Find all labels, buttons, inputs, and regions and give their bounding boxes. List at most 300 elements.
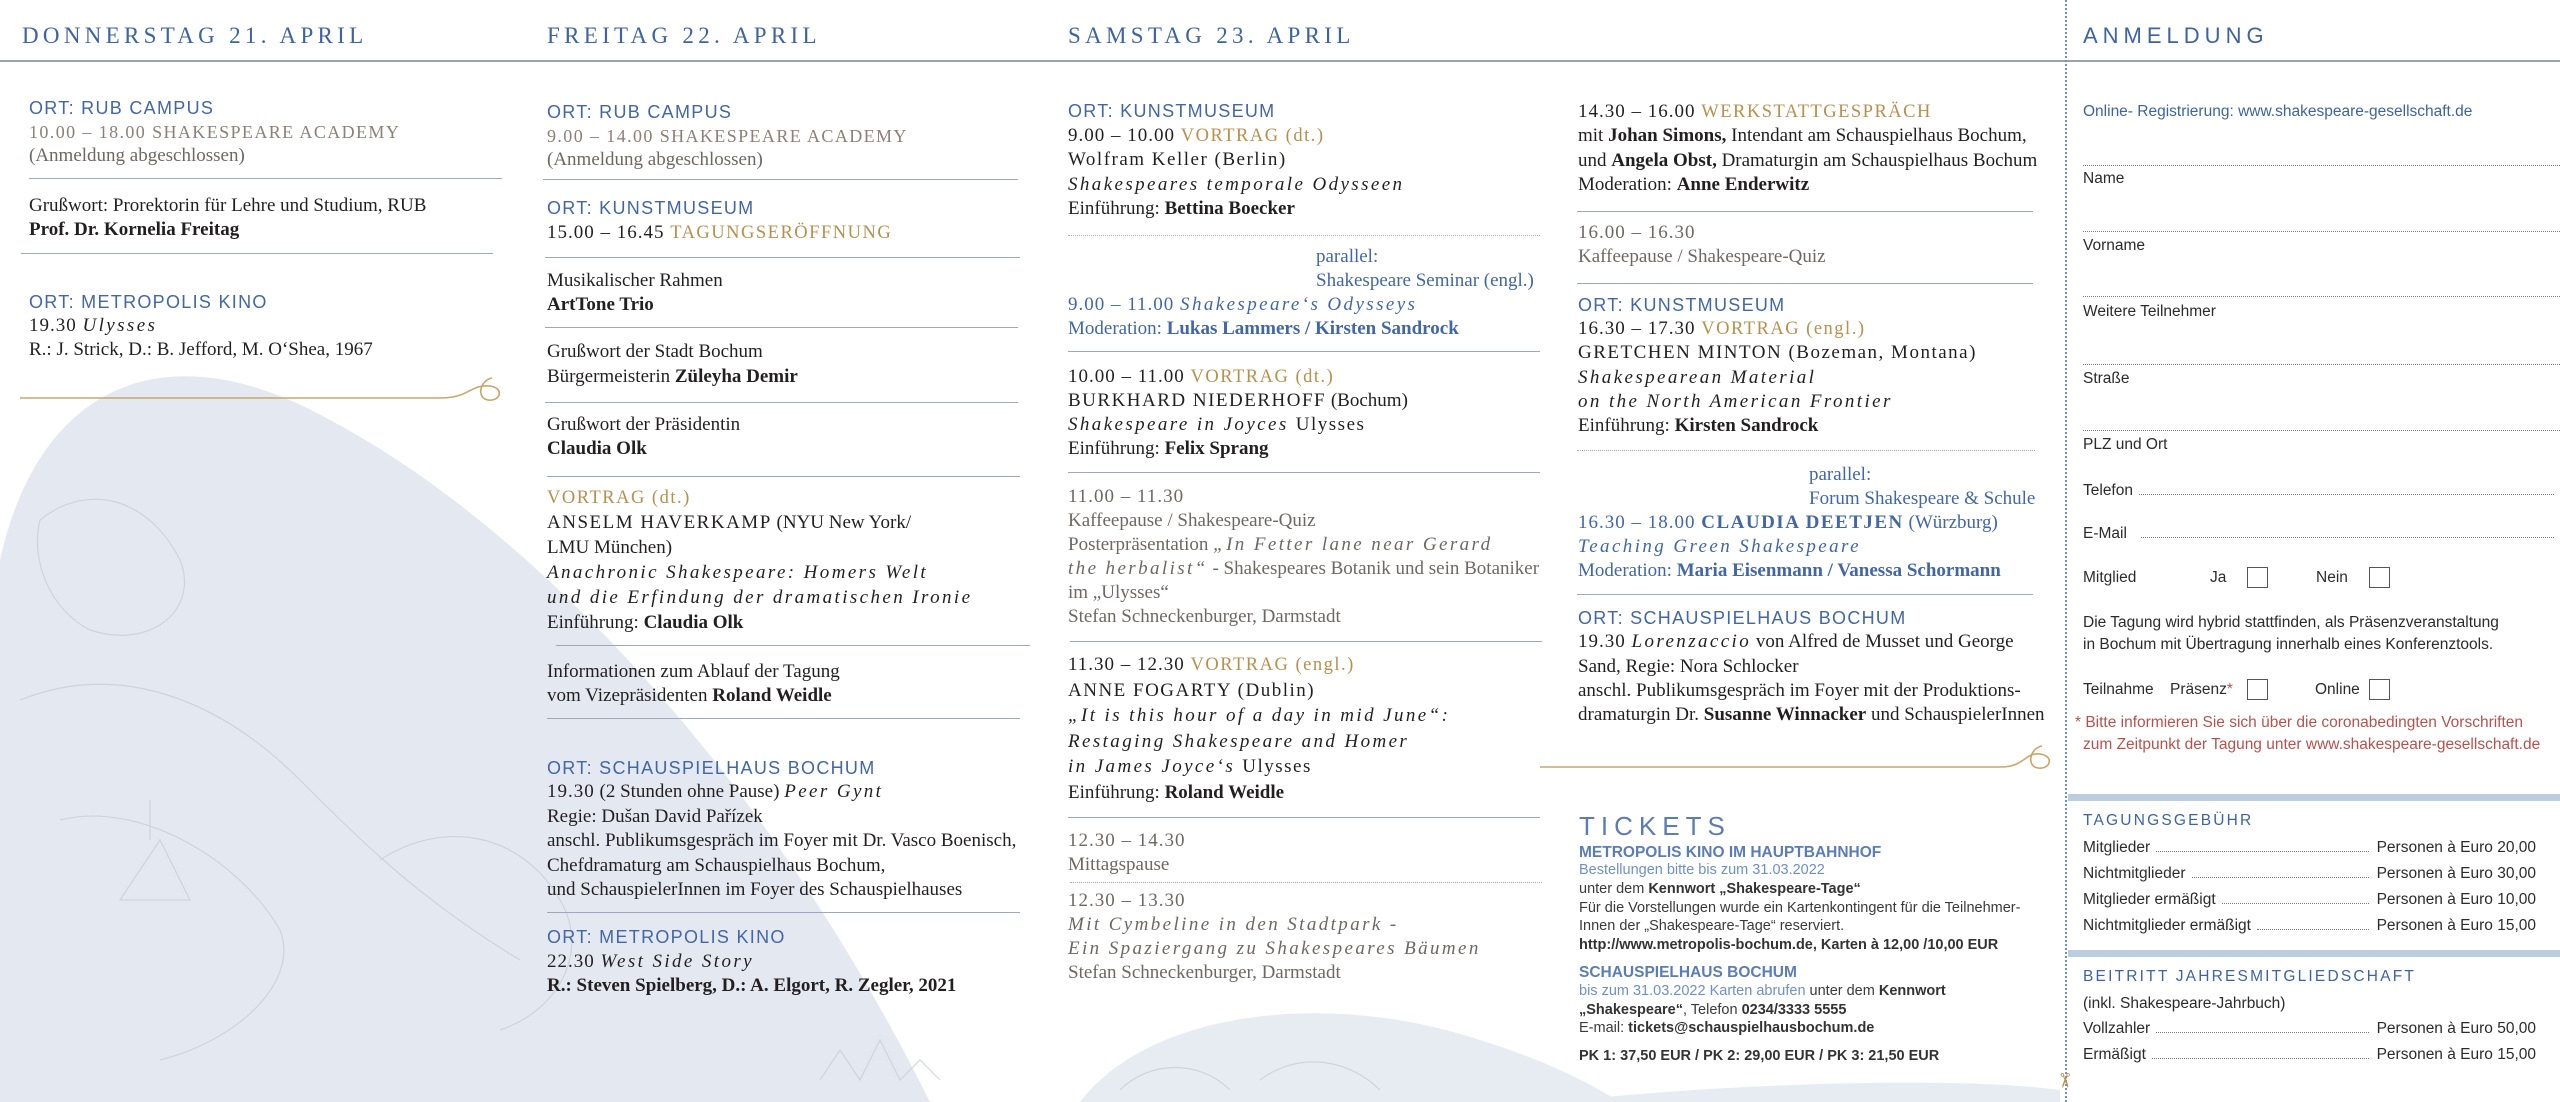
text-line <box>29 290 268 315</box>
item-divider <box>543 179 1018 180</box>
text-segment: Grußwort der Präsidentin <box>547 414 741 435</box>
header-divider <box>0 60 2560 62</box>
telefon-field[interactable] <box>2083 482 2560 500</box>
text-segment-gr: - Shakespeares Botanik und sein Botaniker <box>1207 558 1540 579</box>
item-divider <box>1577 283 2033 284</box>
text-segment-blb: Maria Eisenmann / Vanessa Schormann <box>1676 560 2001 581</box>
text-segment-bl: Moderation: <box>1578 560 1677 581</box>
text-segment-g: VORTRAG (engl.) <box>1190 655 1355 675</box>
fees-title: TAGUNGSGEBÜHR <box>2083 812 2254 829</box>
text-line <box>1068 317 1459 341</box>
text-segment-gc: 10.00 – 18.00 SHAKESPEARE ACADEMY <box>29 122 401 142</box>
text-segment-b: Angela Obst, <box>1611 149 1717 171</box>
text-segment-b: Roland Weidle <box>1164 781 1285 803</box>
text-segment: (Bochum) <box>1326 390 1408 411</box>
participation-online-label: Online <box>2315 681 2360 698</box>
text-line <box>1578 511 1998 535</box>
text-line <box>547 829 1016 853</box>
text-line <box>1316 269 1534 293</box>
text-line <box>547 974 956 998</box>
text-segment-b: Bettina Boecker <box>1164 198 1295 219</box>
text-segment-c: ANNE FOGARTY (Dublin) <box>1068 679 1316 701</box>
text-line <box>1068 781 1284 805</box>
field-line <box>2083 364 2560 365</box>
text-segment-ort: ORT: METROPOLIS KINO <box>29 292 268 312</box>
dotted-divider <box>1577 450 2035 451</box>
fee-price: Personen à Euro 30,00 <box>2376 865 2536 882</box>
text-line <box>1578 173 1809 197</box>
participation-label: Teilnahme <box>2083 681 2154 698</box>
text-segment: Grußwort der Stadt Bochum <box>547 341 763 362</box>
text-line <box>1579 843 1881 863</box>
text-segment-i: Shakespeare in Joyces <box>1068 414 1296 435</box>
text-segment-ort: ORT: KUNSTMUSEUM <box>1068 101 1276 121</box>
email-label: E-Mail <box>2083 525 2127 542</box>
text-segment-t: 19.30 <box>1578 631 1632 653</box>
text-segment-g: WERKSTATTGESPRÄCH <box>1701 102 1932 122</box>
text-segment-ort: ORT: METROPOLIS KINO <box>547 927 786 947</box>
membership-subtitle: (inkl. Shakespeare-Jahrbuch) <box>2083 995 2286 1012</box>
day-header-saturday: SAMSTAG 23. APRIL <box>1068 23 1355 48</box>
email-field[interactable] <box>2083 525 2560 543</box>
text-segment: (2 Stunden ohne Pause) <box>594 781 785 803</box>
text-segment-i: Anachronic Shakespeare: Homers Welt <box>547 562 929 583</box>
text-segment-gri: „In Fetter lane near Gerard <box>1213 534 1493 555</box>
item-divider <box>547 718 1020 719</box>
text-segment: Einführung: <box>1068 198 1165 219</box>
presence-text: Präsenz <box>2170 681 2227 698</box>
text-segment-gr: (Anmeldung abgeschlossen) <box>29 145 245 166</box>
text-line <box>1578 390 1893 414</box>
text-line <box>547 586 972 610</box>
text-line <box>547 511 911 535</box>
text-line <box>1068 148 1287 172</box>
text-segment-i: in James Joyce‘s <box>1068 756 1243 777</box>
fees-row[interactable] <box>2083 917 2536 935</box>
weitere-teilnehmer-field[interactable]: Weitere Teilnehmer <box>2083 303 2216 320</box>
text-line <box>1809 487 2035 511</box>
text-line <box>547 805 763 829</box>
item-divider <box>1068 472 1540 473</box>
fees-row[interactable] <box>2083 865 2536 883</box>
text-line <box>1068 653 1355 677</box>
text-line <box>547 756 876 781</box>
text-segment: Chefdramaturg am Schauspielhaus Bochum, <box>547 854 886 876</box>
text-line <box>1068 389 1408 413</box>
member-no-checkbox[interactable] <box>2369 567 2390 588</box>
text-line <box>1579 917 1844 936</box>
member-yes-checkbox[interactable] <box>2247 567 2268 588</box>
text-line <box>29 194 426 218</box>
tickets-title: TICKETS <box>1579 811 1731 841</box>
text-segment-b: Felix Sprang <box>1164 438 1269 459</box>
text-segment-gr: Posterpräsentation <box>1068 534 1214 555</box>
text-segment-k: Kennwort <box>1878 983 1946 999</box>
text-segment-t: 10.00 – 11.00 <box>1068 366 1191 387</box>
fee-count-input-line[interactable] <box>2156 1021 2368 1033</box>
text-line <box>547 950 754 974</box>
text-line <box>1579 1019 1874 1038</box>
text-line <box>1068 557 1539 581</box>
text-line <box>1579 861 1825 880</box>
text-segment-sh: SCHAUSPIELHAUS BOCHUM <box>1579 964 1797 981</box>
text-segment-gr: (Anmeldung abgeschlossen) <box>547 149 763 170</box>
text-line <box>547 684 832 708</box>
text-segment: und SchauspielerInnen <box>1866 704 2045 726</box>
text-segment-bl: parallel: <box>1809 464 1872 485</box>
text-line <box>547 221 892 245</box>
text-segment: Regie: Dušan David Pařízek <box>547 805 763 827</box>
text-segment-sh: METROPOLIS KINO IM HAUPTBAHNHOF <box>1579 844 1882 861</box>
text-line <box>547 148 763 172</box>
text-line <box>547 536 672 560</box>
text-segment-b: Johan Simons, <box>1608 125 1727 147</box>
text-segment-t: 14.30 – 16.00 <box>1578 101 1702 122</box>
telefon-input-line[interactable] <box>2139 482 2554 495</box>
text-line <box>1068 605 1341 629</box>
item-divider <box>545 327 1018 328</box>
text-segment: mit <box>1578 125 1609 147</box>
text-segment-blt: 16.30 – 18.00 <box>1578 512 1702 533</box>
text-segment: LMU München) <box>547 537 673 558</box>
text-line <box>1068 679 1315 703</box>
text-line <box>547 925 786 950</box>
text-segment-c: Wolfram Keller (Berlin) <box>1068 149 1287 170</box>
text-line <box>547 878 962 902</box>
text-line <box>1578 366 1816 390</box>
day-header-friday: FREITAG 22. APRIL <box>547 23 821 48</box>
text-segment-grt: 16.00 – 16.30 <box>1578 222 1696 243</box>
asterisk: * <box>2226 681 2233 698</box>
text-segment-i: Peer Gynt <box>784 781 884 803</box>
text-segment: R.: J. Strick, D.: B. Jefford, M. O‘Shea, 1967 <box>29 339 373 360</box>
membership-row[interactable] <box>2083 1020 2536 1038</box>
scissors-icon: ✂ <box>2052 1072 2075 1089</box>
dotted-divider <box>1068 235 1540 236</box>
hybrid-note-line: in Bochum mit Übertragung innerhalb eines Konferenztools. <box>2083 636 2494 653</box>
fee-count-input-line[interactable] <box>2257 918 2369 930</box>
text-segment-ort: ORT: RUB CAMPUS <box>29 98 215 118</box>
online-checkbox[interactable] <box>2369 679 2390 700</box>
text-line <box>1578 149 2037 173</box>
text-segment-ort: ORT: SCHAUSPIELHAUS BOCHUM <box>547 758 876 778</box>
text-segment-t: 19.30 <box>547 781 595 803</box>
text-line <box>1578 606 1907 631</box>
text-segment-gri: the herbalist“ <box>1068 558 1208 579</box>
text-line <box>1068 413 1365 437</box>
member-label: Mitglied <box>2083 569 2137 586</box>
text-line <box>547 196 754 221</box>
text-segment: Intendant am Schauspielhaus Bochum, <box>1726 125 2027 147</box>
text-segment-b: Anne Enderwitz <box>1676 173 1810 195</box>
text-segment: anschl. Publikumsgespräch im Foyer mit der Produktions- <box>1578 679 2021 701</box>
text-line <box>547 780 883 804</box>
text-line <box>1068 829 1186 853</box>
text-line <box>1579 1001 1846 1020</box>
text-segment: Innen der „Shakespeare-Tage“ reserviert. <box>1579 918 1845 934</box>
hybrid-note-line: Die Tagung wird hybrid stattfinden, als Präsenzveranstaltung <box>2083 614 2499 631</box>
text-segment: Einführung: <box>547 612 644 633</box>
text-segment-b: Kirsten Sandrock <box>1674 415 1819 436</box>
membership-row[interactable] <box>2083 1046 2536 1064</box>
text-line <box>1578 414 1818 438</box>
plz-ort-field[interactable]: PLZ und Ort <box>2083 436 2168 453</box>
text-line <box>547 854 885 878</box>
text-line <box>29 338 373 362</box>
fee-label: Mitglieder <box>2083 839 2151 856</box>
online-registration-link[interactable]: Online- Registrierung: www.shakespeare-gesellschaft.de <box>2083 103 2473 120</box>
text-segment: (NYU New York/ <box>771 512 912 533</box>
item-divider <box>21 253 493 254</box>
text-segment-t: 11.30 – 12.30 <box>1068 654 1191 675</box>
text-line <box>1578 245 1826 269</box>
text-line <box>1068 730 1409 754</box>
text-segment-sb: Bestellungen bitte bis zum 31.03.2022 <box>1579 862 1825 878</box>
text-line <box>1578 317 1865 341</box>
background-blob <box>1560 1083 2060 1102</box>
text-line <box>1068 509 1316 533</box>
text-line <box>1068 437 1269 461</box>
text-segment-i: „It is this hour of a day in mid June“: <box>1068 705 1451 726</box>
field-line <box>2083 165 2560 166</box>
cut-line <box>2065 0 2067 1102</box>
text-segment: vom Vizepräsidenten <box>547 685 713 706</box>
text-segment-gr: Stefan Schneckenburger, Darmstadt <box>1068 606 1341 627</box>
text-segment-bli: Shakespeare‘s Odysseys <box>1180 294 1418 315</box>
text-segment: Dramaturgin am Schauspielhaus Bochum <box>1716 149 2038 171</box>
text-line <box>547 486 691 510</box>
item-divider <box>1577 211 2033 212</box>
strasse-field[interactable]: Straße <box>2083 370 2130 387</box>
text-segment: Moderation: <box>1578 173 1677 195</box>
text-line <box>547 561 928 585</box>
text-segment-b: ArtTone Trio <box>547 294 654 315</box>
text-segment-bl: Forum Shakespeare & Schule <box>1809 488 2036 509</box>
text-segment-c: BURKHARD NIEDERHOFF <box>1068 390 1327 411</box>
text-segment-b: Claudia Olk <box>547 438 647 459</box>
fee-price: Personen à Euro 15,00 <box>2376 1046 2536 1063</box>
text-line <box>547 100 732 125</box>
item-divider <box>547 476 1020 477</box>
member-yes-label: Ja <box>2210 569 2227 586</box>
fee-price: Personen à Euro 50,00 <box>2376 1020 2536 1037</box>
text-line <box>547 660 840 684</box>
text-segment-ort: ORT: KUNSTMUSEUM <box>547 198 755 218</box>
text-line <box>1068 704 1450 728</box>
text-line <box>1579 880 1861 899</box>
text-segment-bl: Moderation: <box>1068 317 1167 339</box>
fee-count-input-line[interactable] <box>2156 840 2368 852</box>
text-segment-k: http://www.metropolis-bochum.de, Karten à 12,00 /10,00 EUR <box>1579 937 1999 953</box>
text-line <box>1578 124 2027 148</box>
text-segment: Einführung: <box>1068 781 1165 803</box>
text-line <box>29 120 400 145</box>
text-line <box>1068 961 1341 985</box>
item-divider <box>1068 817 1540 818</box>
text-line <box>1809 463 1871 487</box>
text-segment-c: Ulysses <box>1242 756 1312 777</box>
text-line <box>29 96 214 121</box>
member-no-label: Nein <box>2316 569 2348 586</box>
text-segment-blc: CLAUDIA DEETJEN <box>1701 512 1904 533</box>
text-line <box>547 437 647 461</box>
text-segment-k: PK 1: 37,50 EUR / PK 2: 29,00 EUR / PK 3: 21,50 EUR <box>1579 1048 1940 1064</box>
item-divider <box>1068 351 1540 352</box>
text-segment-bl: Shakespeare Seminar (engl.) <box>1316 270 1534 291</box>
text-line <box>547 124 908 149</box>
text-segment-k: tickets@schauspielhausbochum.de <box>1628 1020 1875 1036</box>
text-line <box>1578 341 1977 365</box>
corona-note-line: * Bitte informieren Sie sich über die coronabedingten Vorschriften <box>2075 714 2524 731</box>
background-blob <box>1080 1013 1620 1102</box>
text-line <box>1578 221 1696 245</box>
text-line <box>547 293 654 317</box>
text-segment: Für die Vorstellungen wurde ein Kartenkontingent für die Teilnehmer- <box>1579 900 2021 916</box>
text-line <box>547 413 740 437</box>
text-line <box>1068 124 1325 148</box>
text-line <box>1578 293 1785 318</box>
text-segment-i: und die Erfindung der dramatischen Ironie <box>547 587 973 608</box>
text-line <box>29 144 245 168</box>
text-segment-bli: Teaching Green Shakespeare <box>1578 536 1861 557</box>
text-segment-gr: im „Ulysses“ <box>1068 582 1169 603</box>
text-segment-c: ANSELM HAVERKAMP <box>547 512 772 533</box>
fee-count-input-line[interactable] <box>2222 892 2369 904</box>
fee-label: Nichtmitglieder <box>2083 865 2186 882</box>
text-segment-ort: ORT: SCHAUSPIELHAUS BOCHUM <box>1578 608 1907 628</box>
field-line <box>2083 231 2560 232</box>
text-segment-t: 16.30 – 17.30 <box>1578 318 1702 340</box>
text-line <box>1578 535 1861 559</box>
text-line <box>1068 485 1184 509</box>
text-segment: Einführung: <box>1578 415 1675 436</box>
text-segment-k: Kennwort „Shakespeare-Tage“ <box>1648 881 1861 897</box>
text-line <box>1578 655 1799 679</box>
text-segment-grt: 11.00 – 11.30 <box>1068 486 1185 507</box>
text-segment: Musikalischer Rahmen <box>547 270 723 291</box>
text-segment-t: 15.00 – 16.45 <box>547 222 671 243</box>
text-segment-c: Ulysses <box>1295 414 1366 435</box>
vorname-field[interactable]: Vorname <box>2083 237 2146 254</box>
text-segment-g: VORTRAG (dt.) <box>547 488 691 508</box>
field-line <box>2083 296 2560 297</box>
text-segment: , Telefon <box>1682 1002 1742 1018</box>
text-segment: E-mail: <box>1579 1020 1629 1036</box>
text-segment: und SchauspielerInnen im Foyer des Schauspielhauses <box>547 879 963 900</box>
registration-header: ANMELDUNG <box>2083 23 2269 48</box>
text-line <box>1068 533 1493 557</box>
text-line <box>1068 197 1295 221</box>
text-segment-gr: Kaffeepause / Shakespeare-Quiz <box>1068 510 1316 531</box>
text-segment-k: 0234/3333 5555 <box>1741 1002 1847 1018</box>
fee-price: Personen à Euro 10,00 <box>2376 891 2536 908</box>
email-input-line[interactable] <box>2141 525 2554 538</box>
text-segment: Sand, Regie: Nora Schlocker <box>1578 655 1799 677</box>
text-segment-g: VORTRAG (dt.) <box>1190 367 1335 387</box>
item-divider <box>29 178 502 179</box>
text-segment-i: Ulysses <box>82 315 158 336</box>
text-segment: dramaturgin Dr. <box>1578 704 1704 726</box>
text-line <box>1578 100 1932 124</box>
text-segment-gr: Mittagspause <box>1068 854 1170 875</box>
text-line <box>1579 963 1797 983</box>
fee-count-input-line[interactable] <box>2192 866 2369 878</box>
text-segment-b: Prof. Dr. Kornelia Freitag <box>29 219 240 240</box>
text-line <box>1068 173 1404 197</box>
text-segment-b: Claudia Olk <box>643 612 744 633</box>
text-segment: anschl. Publikumsgespräch im Foyer mit Dr. Vasco Boenisch, <box>547 830 1017 852</box>
text-segment: von Alfred de Musset und George <box>1751 631 2014 653</box>
text-segment-t: 19.30 <box>29 315 83 336</box>
text-segment-blb: Lukas Lammers / Kirsten Sandrock <box>1166 317 1459 339</box>
fees-row[interactable] <box>2083 891 2536 909</box>
text-line <box>1068 99 1275 124</box>
fee-price: Personen à Euro 15,00 <box>2376 917 2536 934</box>
text-segment: unter dem <box>1805 983 1879 999</box>
fee-label: Vollzahler <box>2083 1020 2151 1037</box>
section-bar <box>2068 950 2560 957</box>
text-segment-bl: parallel: <box>1316 246 1379 267</box>
text-line <box>1578 559 2001 583</box>
text-segment: unter dem <box>1579 881 1649 897</box>
section-bar <box>2068 794 2560 801</box>
text-line <box>547 365 798 389</box>
text-segment-grt: 12.30 – 13.30 <box>1068 890 1186 911</box>
text-segment-i: Shakespearean Material <box>1578 366 1817 388</box>
text-segment: Informationen zum Ablauf der Tagung <box>547 661 840 682</box>
corona-note-line: zum Zeitpunkt der Tagung unter www.shakespeare-gesellschaft.de <box>2083 736 2541 753</box>
text-segment-sb: bis zum 31.03.2022 Karten abrufen <box>1579 983 1806 999</box>
text-segment-t: 9.00 – 10.00 <box>1068 124 1181 146</box>
field-line <box>2083 430 2560 431</box>
text-segment-ort: ORT: KUNSTMUSEUM <box>1578 295 1786 315</box>
text-segment-gri: Ein Spaziergang zu Shakespeares Bäumen <box>1068 938 1481 959</box>
text-line <box>1068 293 1417 317</box>
presence-checkbox[interactable] <box>2247 679 2268 700</box>
item-divider <box>547 912 1020 913</box>
text-segment: Bürgermeisterin <box>547 366 675 387</box>
fees-row[interactable] <box>2083 839 2536 857</box>
text-line <box>1578 703 2045 727</box>
text-line <box>1068 365 1334 389</box>
text-segment-g: VORTRAG (engl.) <box>1701 319 1866 340</box>
text-line <box>1579 936 1998 955</box>
text-segment-b: R.: Steven Spielberg, D.: A. Elgort, R. Zegler, 2021 <box>547 975 957 996</box>
text-segment-bl: (Würzburg) <box>1903 512 1998 533</box>
text-segment: und <box>1578 149 1612 171</box>
text-segment-i: West Side Story <box>600 950 755 972</box>
text-segment-i: on the North American Frontier <box>1578 390 1893 412</box>
name-field[interactable]: Name <box>2083 170 2125 187</box>
fee-label: Nichtmitglieder ermäßigt <box>2083 917 2251 934</box>
text-line <box>1068 889 1186 913</box>
text-segment-blt: 9.00 – 11.00 <box>1068 294 1181 315</box>
fee-price: Personen à Euro 20,00 <box>2376 839 2536 856</box>
text-line <box>29 314 157 338</box>
text-line <box>1068 853 1169 877</box>
fee-count-input-line[interactable] <box>2152 1047 2369 1059</box>
text-line <box>1579 899 2020 918</box>
text-line <box>1068 755 1312 779</box>
text-segment-b: Roland Weidle <box>712 685 832 706</box>
text-line <box>29 218 239 242</box>
text-line <box>547 611 743 635</box>
item-divider <box>545 402 1018 403</box>
text-line <box>1068 937 1481 961</box>
day-header-thursday: DONNERSTAG 21. APRIL <box>22 23 368 48</box>
text-segment-g: VORTRAG (dt.) <box>1180 125 1325 146</box>
item-divider <box>556 645 1030 646</box>
